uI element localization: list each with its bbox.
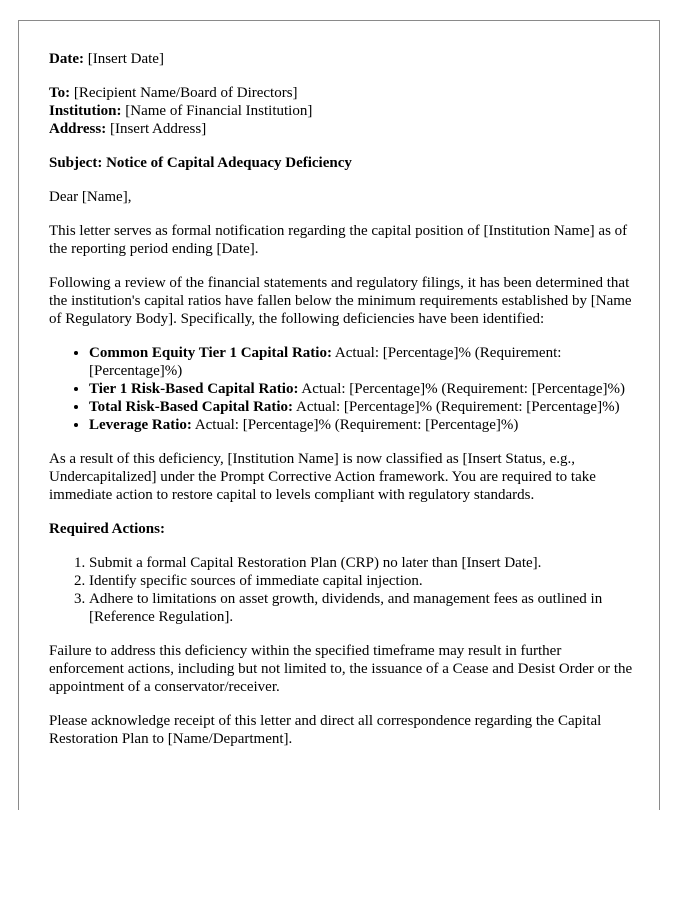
salutation: Dear [Name], <box>49 189 132 205</box>
letter-body <box>49 50 639 764</box>
list-item <box>89 344 639 380</box>
deficiency-text: Actual: [Percentage]% (Requirement: [Percentage]%) <box>298 381 625 397</box>
letter-page <box>18 20 660 810</box>
paragraph-consequences: Failure to address this deficiency within the specified timeframe may result in further enforcement actions, including but not limited to, the issuance of a Cease and Desist Order or the appointment of a conservator/receiver. <box>49 643 633 695</box>
address-value: [Insert Address] <box>109 121 207 137</box>
subject-text: Subject: Notice of Capital Adequacy Deficiency <box>49 155 352 171</box>
institution-value: [Name of Financial Institution] <box>125 103 313 119</box>
actions-heading: Required Actions: <box>49 521 165 537</box>
address-line <box>49 120 639 138</box>
list-item: 1. Submit a formal Capital Restoration Plan (CRP) no later than [Insert Date]. <box>89 554 639 572</box>
deficiency-label: Tier 1 Risk-Based Capital Ratio: <box>89 381 299 397</box>
paragraph-acknowledge: Please acknowledge receipt of this letter and direct all correspondence regarding the Capital Restoration Plan to [Name/Department]. <box>49 713 602 747</box>
address-label: Address: <box>49 121 107 137</box>
list-item <box>89 398 639 416</box>
list-item <box>89 416 639 434</box>
institution-label: Institution: <box>49 103 122 119</box>
deficiency-text: Actual: [Percentage]% (Requirement: [Percentage]%) <box>191 417 519 433</box>
list-item: 2. Identify specific sources of immediate capital injection. <box>89 572 639 590</box>
to-label: To: <box>49 85 71 101</box>
paragraph-intro: This letter serves as formal notification regarding the capital position of [Institution Name] as of the reporting period ending [Date]. <box>49 223 628 257</box>
deficiency-label: Total Risk-Based Capital Ratio: <box>89 399 294 415</box>
list-item <box>89 380 639 398</box>
actions-heading-line <box>49 520 639 538</box>
paragraph-classification: As a result of this deficiency, [Institution Name] is now classified as [Insert Status, e.g., Undercapitalized] under the Prompt Corrective Action framework. You are required to take immediate action to restore capital to levels compliant with regulatory standards. <box>49 451 596 503</box>
date-line <box>49 50 639 68</box>
actions-list <box>49 554 639 626</box>
institution-line <box>49 102 639 120</box>
deficiency-text: Actual: [Percentage]% (Requirement: [Percentage]%) <box>293 399 620 415</box>
deficiency-text: Actual: [Percentage]% (Requirement: [Percentage]%) <box>89 345 562 379</box>
subject-line <box>49 154 639 172</box>
to-line <box>49 84 639 102</box>
date-value: [Insert Date] <box>87 51 164 67</box>
deficiency-label: Common Equity Tier 1 Capital Ratio: <box>89 345 332 361</box>
date-label: Date: <box>49 51 84 67</box>
list-item: 3. Adhere to limitations on asset growth, dividends, and management fees as outlined in [Reference Regulation]. <box>89 590 639 626</box>
to-value: [Recipient Name/Board of Directors] <box>73 85 298 101</box>
paragraph-review: Following a review of the financial statements and regulatory filings, it has been determined that the institution's capital ratios have fallen below the minimum requirements established by [Name of Regulatory Body]. Specifically, the following deficiencies have been identified: <box>49 275 632 327</box>
recipient-block <box>49 84 639 138</box>
deficiency-list <box>49 344 639 434</box>
deficiency-label: Leverage Ratio: <box>89 417 192 433</box>
